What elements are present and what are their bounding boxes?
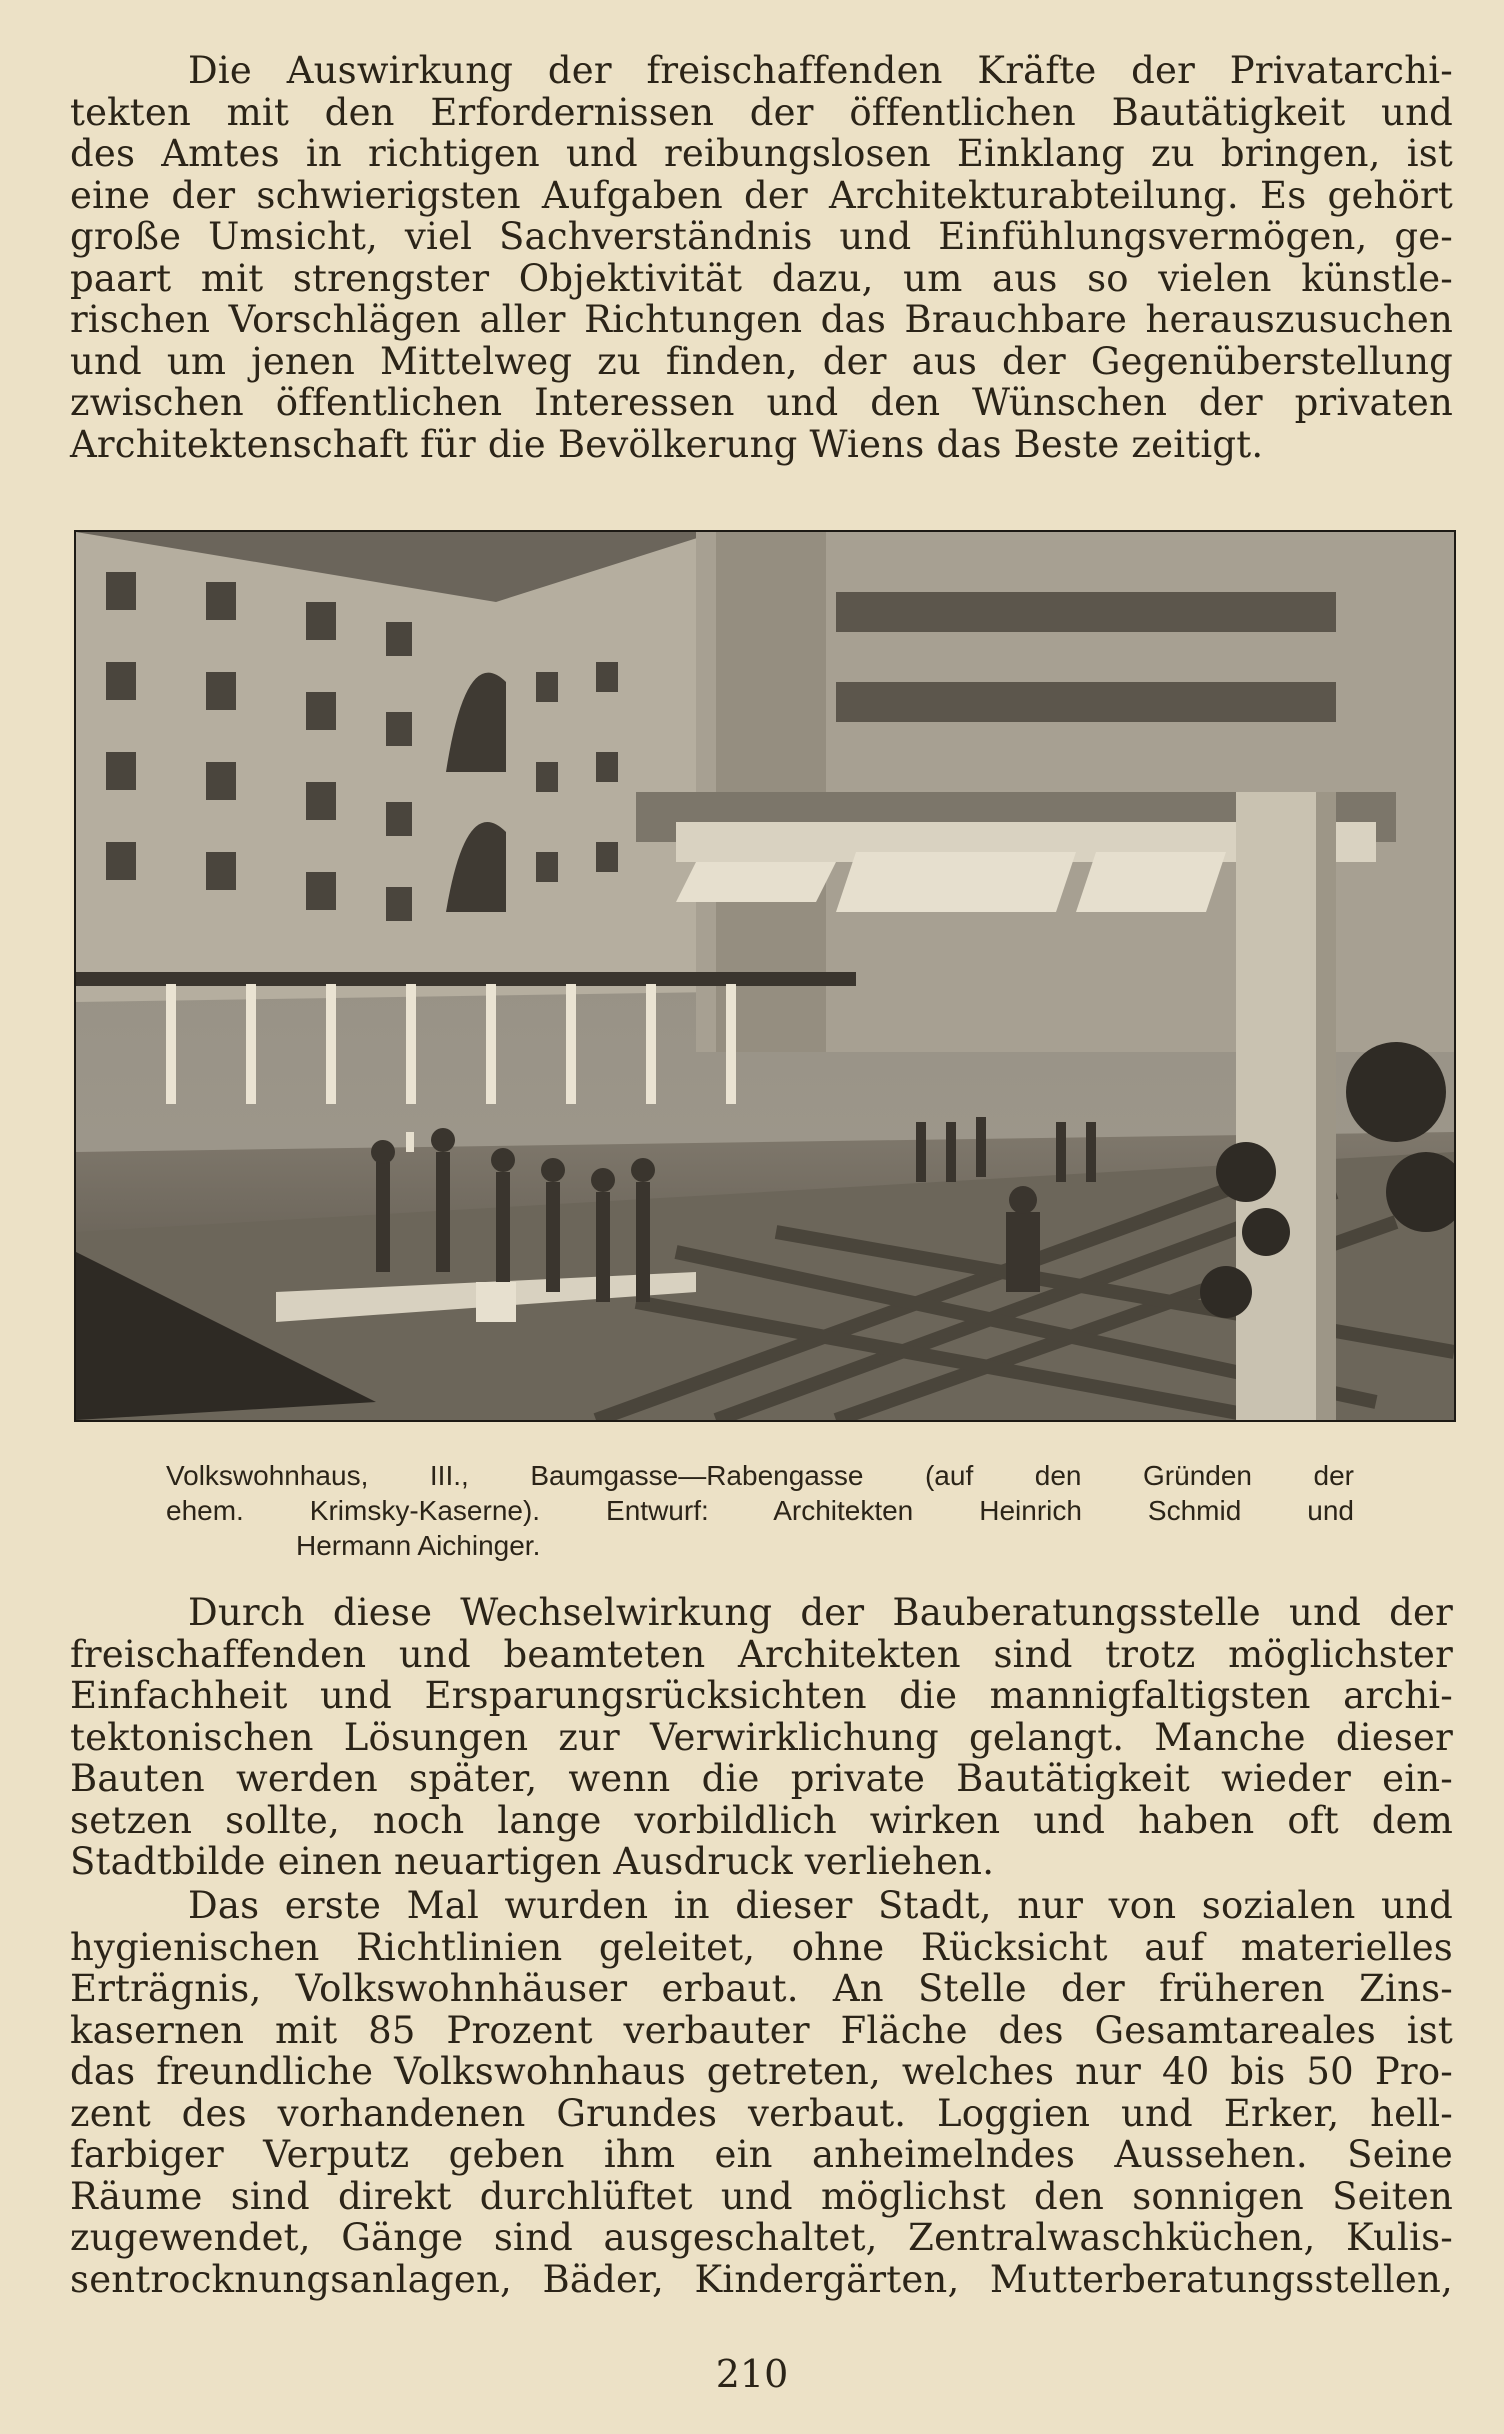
caption-line: Volkswohnhaus, III., Baumgasse—Rabengasse (auf den Gründen der [166, 1460, 1354, 1491]
text-line: des Amtes in richtigen und reibungslosen Einklang zu bringen, ist [70, 132, 1453, 175]
paragraph-interaction [70, 1592, 1453, 1883]
caption-line: Hermann Aichinger. [296, 1530, 541, 1561]
text-line: Räume sind direkt durchlüftet und möglichst den sonnigen Seiten [70, 2174, 1453, 2218]
text-line: Einfachheit und Ersparungsrücksichten die mannigfaltigsten archi- [70, 1674, 1453, 1717]
text-line: tektonischen Lösungen zur Verwirklichung gelangt. Manche dieser [70, 1715, 1453, 1759]
text-line: tekten mit den Erfordernissen der öffentlichen Bautätigkeit und [70, 90, 1453, 134]
text-line: Stadtbilde einen neuartigen Ausdruck verliehen. [70, 1840, 995, 1883]
text-line: Erträgnis, Volkswohnhäuser erbaut. An Stelle der früheren Zins- [70, 1967, 1453, 2010]
text-line: große Umsicht, viel Sachverständnis und Einfühlungsvermögen, ge- [70, 215, 1453, 258]
text-line: farbiger Verputz geben ihm ein anheimelndes Aussehen. Seine [70, 2133, 1453, 2176]
text-line: das freundliche Volkswohnhaus getreten, welches nur 40 bis 50 Pro- [70, 2050, 1453, 2093]
courtyard-photograph [74, 530, 1456, 1422]
text-line: paart mit strengster Objektivität dazu, um aus so vielen künstle- [70, 256, 1453, 300]
text-line: rischen Vorschlägen aller Richtungen das Brauchbare herauszusuchen [70, 298, 1453, 341]
text-line: und um jenen Mittelweg zu finden, der aus der Gegenüberstellung [70, 339, 1453, 383]
text-line: zent des vorhandenen Grundes verbaut. Loggien und Erker, hell- [70, 2091, 1453, 2135]
text-line: hygienischen Richtlinien geleitet, ohne Rücksicht auf materielles [70, 1925, 1453, 1969]
paragraph-architecture-department [70, 50, 1453, 465]
paragraph-volkswohnhaeuser [70, 1885, 1453, 2300]
text-line: Die Auswirkung der freischaffenden Kräfte der Privatarchi- [188, 49, 1453, 92]
photo-caption [166, 1458, 1354, 1563]
text-line: sentrocknungsanlagen, Bäder, Kindergärten, Mutterberatungsstellen, [70, 2257, 1453, 2301]
text-line: freischaffenden und beamteten Architekten sind trotz möglichster [70, 1632, 1453, 1676]
caption-line: ehem. Krimsky-Kaserne). Entwurf: Architekten Heinrich Schmid und [166, 1495, 1354, 1526]
text-line: Architektenschaft für die Bevölkerung Wiens das Beste zeitigt. [70, 422, 1264, 466]
text-line: Das erste Mal wurden in dieser Stadt, nur von sozialen und [188, 1884, 1453, 1927]
text-line: Durch diese Wechselwirkung der Bauberatungsstelle und der [188, 1591, 1453, 1634]
page-number: 210 [715, 2352, 789, 2396]
text-line: eine der schwierigsten Aufgaben der Architekturabteilung. Es gehört [70, 173, 1453, 217]
photo-illustration [76, 532, 1454, 1420]
text-line: setzen sollte, noch lange vorbildlich wirken und haben oft dem [70, 1798, 1453, 1842]
text-line: Bauten werden später, wenn die private Bautätigkeit wieder ein- [70, 1757, 1453, 1800]
text-line: zwischen öffentlichen Interessen und den Wünschen der privaten [70, 381, 1453, 424]
text-line: zugewendet, Gänge sind ausgeschaltet, Zentralwaschküchen, Kulis- [70, 2216, 1453, 2259]
text-line: kasernen mit 85 Prozent verbauter Fläche des Gesamtareales ist [70, 2008, 1453, 2052]
